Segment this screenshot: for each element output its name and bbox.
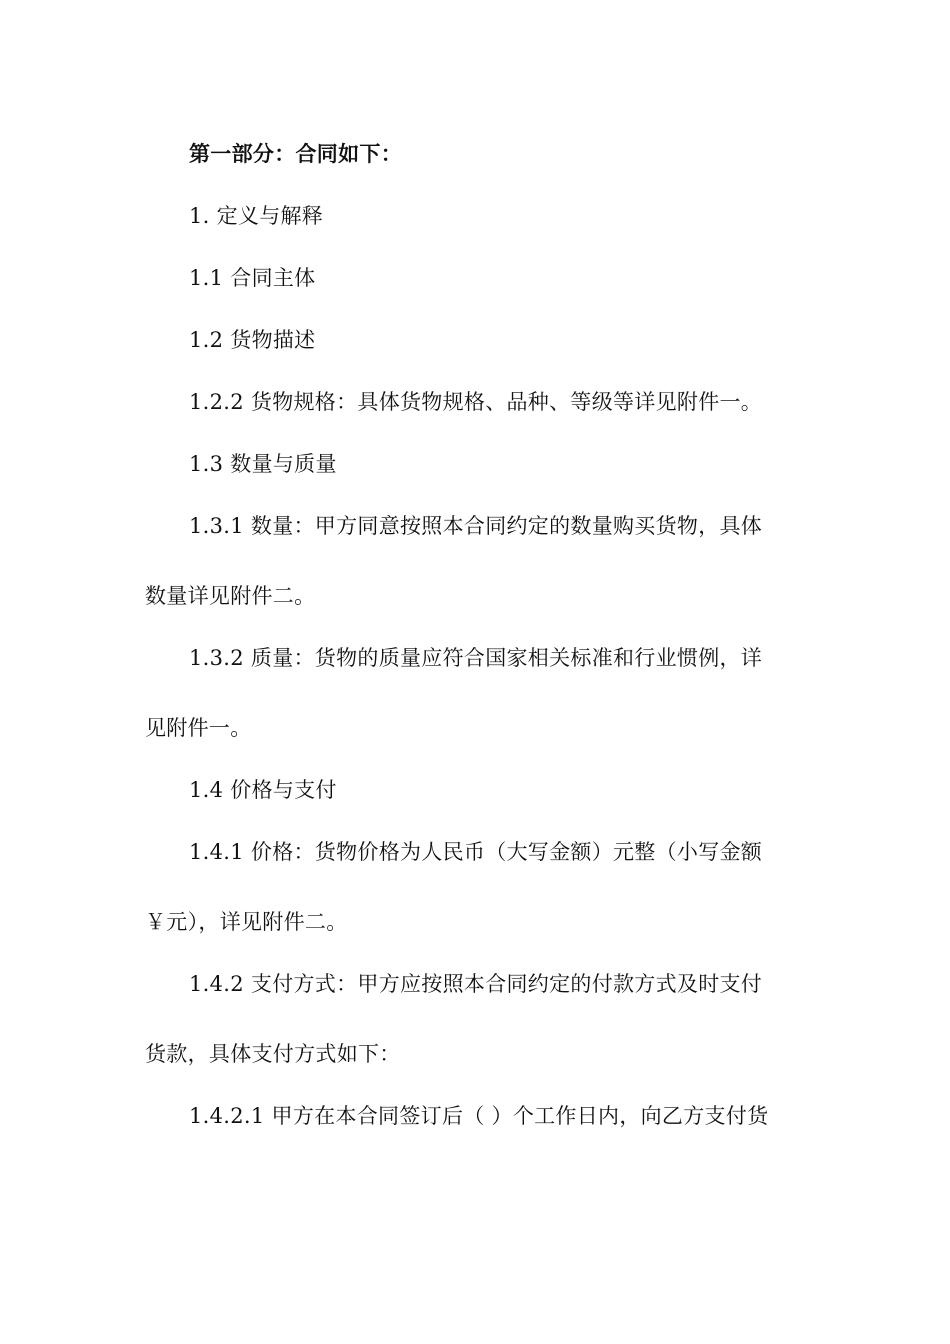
- clause-1-4-2: 1.4.2 支付方式：甲方应按照本合同约定的付款方式及时支付: [189, 972, 763, 996]
- clause-1-3-2-continued: 见附件一。: [145, 716, 252, 740]
- clause-1-4-1: 1.4.1 价格：货物价格为人民币（大写金额）元整（小写金额: [189, 840, 763, 864]
- clause-1-2: 1.2 货物描述: [189, 328, 316, 352]
- clause-1: 1. 定义与解释: [189, 204, 324, 228]
- clause-1-3-2: 1.3.2 质量：货物的质量应符合国家相关标准和行业惯例，详: [189, 646, 763, 670]
- clause-1-3-1-continued: 数量详见附件二。: [145, 584, 316, 608]
- clause-1-3: 1.3 数量与质量: [189, 452, 337, 476]
- clause-1-1: 1.1 合同主体: [189, 266, 316, 290]
- clause-1-4-2-1: 1.4.2.1 甲方在本合同签订后（ ）个工作日内，向乙方支付货: [189, 1104, 769, 1128]
- section-heading: 第一部分：合同如下：: [189, 141, 402, 166]
- clause-1-3-1: 1.3.1 数量：甲方同意按照本合同约定的数量购买货物，具体: [189, 514, 763, 538]
- clause-1-2-2: 1.2.2 货物规格：具体货物规格、品种、等级等详见附件一。: [189, 390, 763, 414]
- clause-1-4: 1.4 价格与支付: [189, 778, 337, 802]
- clause-1-4-1-continued: ￥元），详见附件二。: [145, 910, 348, 934]
- clause-1-4-2-continued: 货款，具体支付方式如下：: [145, 1042, 401, 1066]
- document-body: [145, 132, 807, 1156]
